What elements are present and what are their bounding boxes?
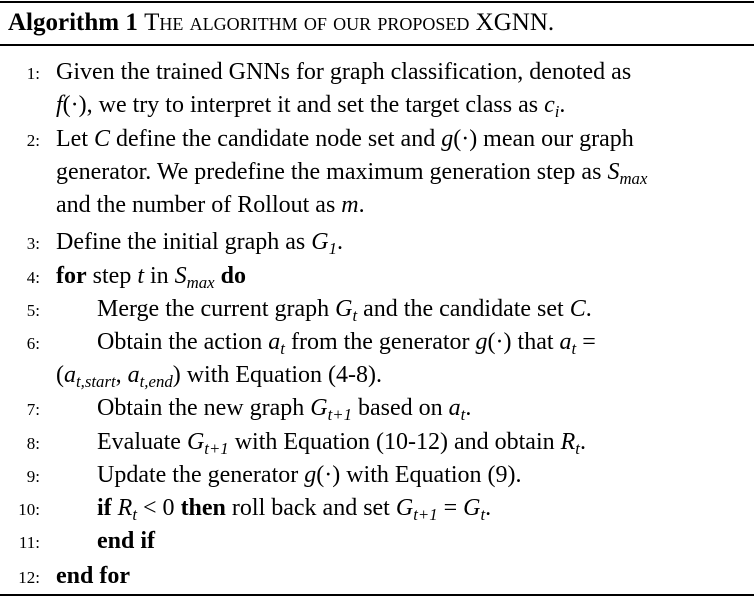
- line-number: 8:: [26, 434, 40, 453]
- line-text: and the number of Rollout as m.: [56, 192, 365, 218]
- line-text: Merge the current graph $G_t$ and the candidate set C.: [97, 296, 592, 326]
- line-number: 6:: [26, 334, 40, 353]
- line-number: 4:: [26, 268, 40, 287]
- line-text: Obtain the action $a_t$ from the generator g(·) that $a_t$ =: [97, 329, 596, 359]
- line-text: Evaluate $G_{t+1}$ with Equation (10-12) and obtain $R_t$.: [97, 429, 586, 459]
- line-text: for step t in $S_{max}$ do: [56, 263, 246, 293]
- algorithm-label: Algorithm 1: [8, 9, 138, 36]
- line-text: end for: [56, 563, 130, 589]
- line-number: 1:: [26, 64, 40, 83]
- line-text: Update the generator g(·) with Equation (9).: [97, 462, 522, 488]
- line-text: Define the initial graph as $G_1$.: [56, 229, 343, 259]
- caption-rule: [0, 44, 754, 46]
- line-text: Let C define the candidate node set and g(·) mean our graph: [56, 126, 634, 152]
- line-text: Given the trained GNNs for graph classification, denoted as: [56, 59, 632, 85]
- algorithm-caption: [8, 9, 554, 37]
- line-number: 11:: [18, 533, 40, 552]
- line-text: ($a_{t,start}$, $a_{t,end}$) with Equation (4-8).: [56, 362, 383, 392]
- line-text: Obtain the new graph $G_{t+1}$ based on $a_t$.: [97, 395, 472, 425]
- bottom-rule: [0, 594, 754, 596]
- line-number: 12:: [18, 568, 40, 587]
- line-text: if $R_t < 0$ then roll back and set $G_{t+1} = G_t$.: [97, 495, 492, 525]
- top-rule: [0, 1, 754, 3]
- line-number: 7:: [26, 400, 40, 419]
- line-number: 2:: [26, 131, 40, 150]
- line-number: 3:: [26, 234, 40, 253]
- line-number: 10:: [18, 500, 40, 519]
- algorithm-title: The algorithm of our proposed XGNN.: [144, 9, 555, 36]
- line-text: f(·), we try to interpret it and set the target class as $c_i$.: [56, 92, 566, 122]
- line-text: generator. We predefine the maximum generation step as $S_{max}$: [56, 159, 648, 189]
- line-number: 9:: [26, 467, 40, 486]
- line-text: end if: [97, 528, 156, 554]
- line-number: 5:: [26, 301, 40, 320]
